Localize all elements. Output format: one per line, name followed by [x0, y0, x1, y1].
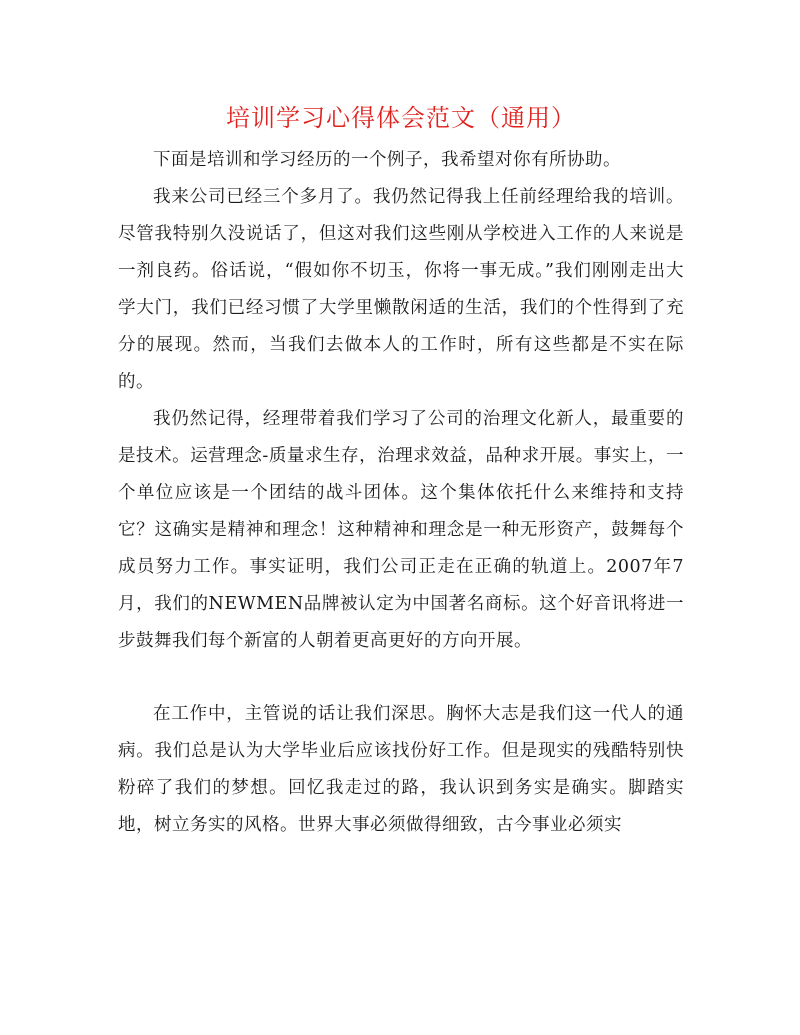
paragraph-supervisor-words: 在工作中，主管说的话让我们深思。胸怀大志是我们这一代人的通病。我们总是认为大学毕业后应该找份好工作。但是现实的残酷特别快粉碎了我们的梦想。回忆我走过的路，我认识到务实是确实。脚踏实地，树立务实的风格。世界大事必须做得细致，古今事业必须实 — [118, 704, 684, 835]
paragraph-intro: 下面是培训和学习经历的一个例子，我希望对你有所协助。 — [153, 150, 621, 170]
document-page — [118, 98, 684, 844]
paragraph-training-memory: 我来公司已经三个多月了。我仍然记得我上任前经理给我的培训。尽管我特别久没说话了，但这对我们这些刚从学校进入工作的人来说是一剂良药。俗话说，“假如你不切玉，你将一事无成。”我们刚刚走出大学大门，我们已经习惯了大学里懒散闲适的生活，我们的个性得到了充分的展现。然而，当我们去做本人的工作时，所有这些都是不实在际的。 — [118, 187, 684, 392]
paragraph-spacer — [118, 660, 684, 696]
paragraph-company-culture: 我仍然记得，经理带着我们学习了公司的治理文化新人，最重要的是技术。运营理念-质量求生存，治理求效益，品种求开展。事实上，一个单位应该是一个团结的战斗团体。这个集体依托什么来维持和支持它？这确实是精神和理念！这种精神和理念是一种无形资产，鼓舞每个成员努力工作。事实证明，我们公司正走在正确的轨道上。2007年7月，我们的NEWMEN品牌被认定为中国著名商标。这个好音讯将进一步鼓舞我们每个新富的人朝着更高更好的方向开展。 — [118, 409, 684, 651]
document-title: 培训学习心得体会范文（通用） — [226, 104, 576, 132]
